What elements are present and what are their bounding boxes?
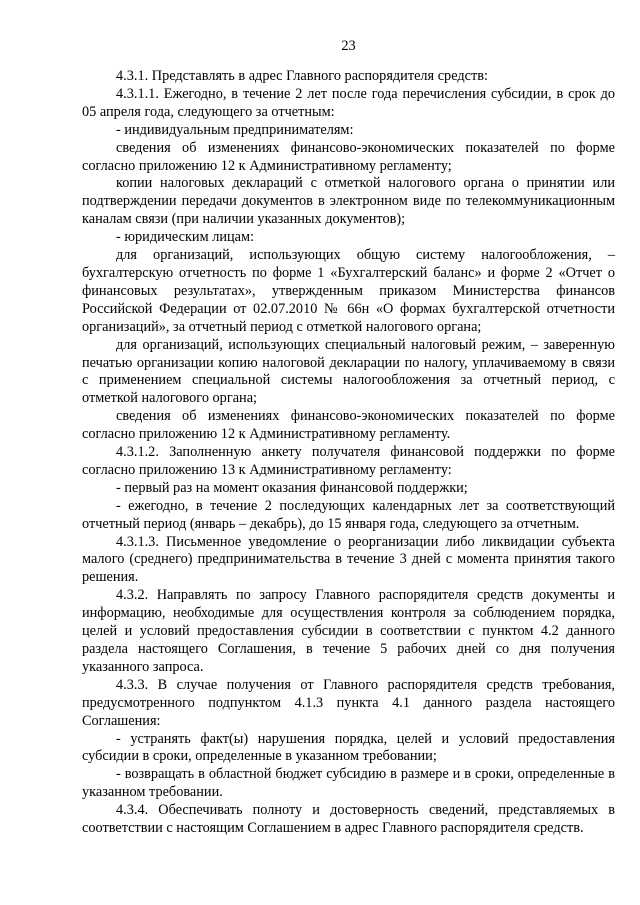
list-item-entrepreneurs: - индивидуальным предпринимателям: [116,121,354,138]
clause-4-3-1-3: 4.3.1.3. Письменное уведомление о реорганизации либо ликвидации субъекта малого (среднего) предпринимательства в течение 3 дней с момента принятия такого решения. [82,533,615,586]
clause-4-3-1: 4.3.1. Представлять в адрес Главного распорядителя средств: [116,68,488,84]
page-number: 23 [341,38,356,54]
clause-4-3-4: 4.3.4. Обеспечивать полноту и достоверность сведений, представляемых в соответствии с настоящим Соглашением в адрес Главного распорядителя средств. [82,802,615,837]
paragraph-financial-indicators-legal: сведения об изменениях финансово-экономических показателей по форме согласно приложению 12 к Административному регламенту. [82,408,615,443]
list-item-return-subsidy: - возвращать в областной бюджет субсидию в размере и в сроки, определенные в указанном требовании. [82,766,615,801]
list-item-first-time: - первый раз на момент оказания финансовой поддержки; [116,479,468,496]
list-item-annually: - ежегодно, в течение 2 последующих календарных лет за соответствующий отчетный период (январь – декабрь), до 15 января года, следующего за отчетным. [82,497,615,532]
paragraph-general-tax-system: для организаций, использующих общую систему налогообложения, – бухгалтерскую отчетность по форме 1 «Бухгалтерский баланс» и форме 2 «Отчет о финансовых результатах», утвержденным приказом Министерства финансов Российской Федерации от 02.07.2010 № 66н «О формах бухгалтерской отчетности организаций», за отчетный период с отметкой налогового органа; [82,247,615,335]
list-item-eliminate-violations: - устранять факт(ы) нарушения порядка, целей и условий предоставления субсидии в сроки, определенные в указанном требовании; [82,730,615,765]
paragraph-tax-declarations: копии налоговых деклараций с отметкой налогового органа о принятии или подтверждении передачи документов в электронном виде по телекоммуникационным каналам связи (при наличии указанных документов); [82,175,615,228]
clause-4-3-1-2: 4.3.1.2. Заполненную анкету получателя финансовой поддержки по форме согласно приложению 13 к Административному регламенту: [82,444,615,478]
clause-4-3-1-1: 4.3.1.1. Ежегодно, в течение 2 лет после года перечисления субсидии, в срок до 05 апреля года, следующего за отчетным: [82,85,615,120]
paragraph-financial-indicators: сведения об изменениях финансово-экономических показателей по форме согласно приложению 12 к Административному регламенту; [82,139,615,174]
clause-4-3-2: 4.3.2. Направлять по запросу Главного распорядителя средств документы и информацию, необходимые для осуществления контроля за соблюдением порядка, целей и условий предоставления субсидии в соответствии с пунктом 4.2 данного раздела настоящего Соглашения, в течение 5 рабочих дней со дня получения указанного запроса. [82,587,615,675]
paragraph-special-tax-regime: для организаций, использующих специальный налоговый режим, – заверенную печатью организации копию налоговой декларации по налогу, уплачиваемому в связи с применением специальной системы налогообложения за отчетный период, с отметкой налогового органа; [82,336,615,407]
clause-4-3-3: 4.3.3. В случае получения от Главного распорядителя средств требования, предусмотренного подпунктом 4.1.3 пункта 4.1 данного раздела настоящего Соглашения: [82,676,615,729]
list-item-legal-entities: - юридическим лицам: [116,229,254,246]
